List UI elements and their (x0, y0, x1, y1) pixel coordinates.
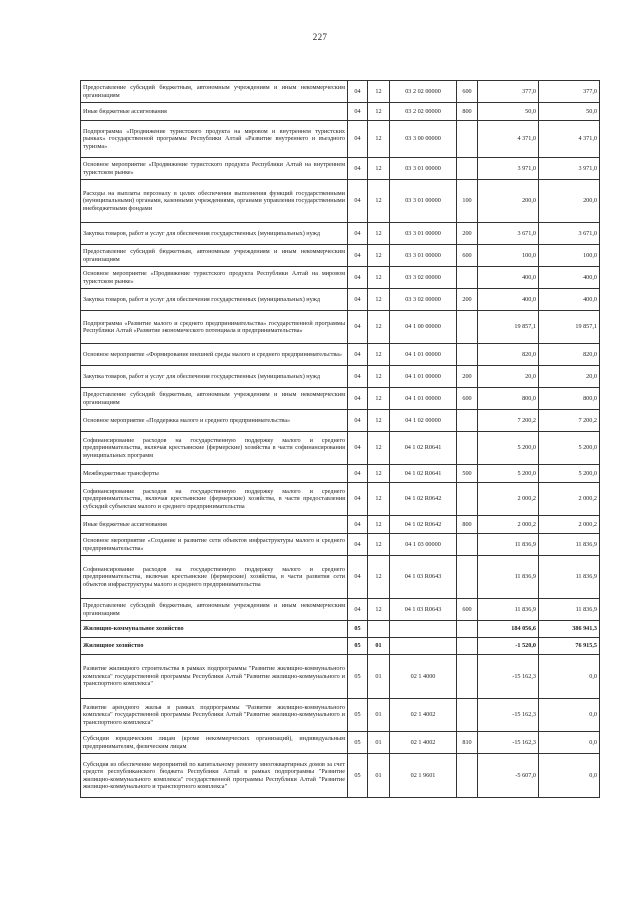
table-row (81, 223, 600, 245)
cell-target-article: 04 1 02 R0642 (390, 483, 457, 516)
cell-section: 04 (348, 103, 368, 121)
cell-expense-type: 200 (457, 289, 478, 311)
cell-amount-total: 0,0 (539, 732, 600, 754)
cell-amount-total: 19 857,1 (539, 311, 600, 344)
cell-target-article (390, 638, 457, 655)
cell-amount-total: 200,0 (539, 180, 600, 223)
cell-expense-type (457, 534, 478, 556)
cell-name: Жилищное хозяйство (81, 638, 348, 655)
cell-expense-type: 200 (457, 366, 478, 388)
cell-subsection: 01 (368, 732, 390, 754)
cell-section: 04 (348, 223, 368, 245)
cell-name: Закупка товаров, работ и услуг для обеспечения государственных (муниципальных) нужд (81, 289, 348, 311)
cell-subsection: 01 (368, 699, 390, 732)
cell-amount-total: 0,0 (539, 655, 600, 699)
table-row (81, 366, 600, 388)
cell-amount-total: 11 836,9 (539, 534, 600, 556)
cell-amount-total: 11 836,9 (539, 599, 600, 621)
cell-subsection: 12 (368, 121, 390, 158)
table-row (81, 121, 600, 158)
cell-target-article: 03 3 01 00000 (390, 223, 457, 245)
cell-name: Предоставление субсидий бюджетным, автономным учреждениям и иным некоммерческим организациям (81, 245, 348, 267)
table-row (81, 465, 600, 483)
table-row (81, 699, 600, 732)
cell-expense-type (457, 699, 478, 732)
cell-amount-total: 0,0 (539, 754, 600, 798)
cell-expense-type (457, 754, 478, 798)
table-row (81, 180, 600, 223)
cell-subsection: 12 (368, 223, 390, 245)
cell-expense-type: 600 (457, 599, 478, 621)
cell-amount-change: 50,0 (478, 103, 539, 121)
cell-subsection: 12 (368, 432, 390, 465)
cell-target-article: 04 1 01 00000 (390, 366, 457, 388)
table-row (81, 754, 600, 798)
cell-amount-total: 4 371,0 (539, 121, 600, 158)
table-row (81, 516, 600, 534)
cell-expense-type: 500 (457, 465, 478, 483)
cell-subsection: 12 (368, 465, 390, 483)
cell-section: 05 (348, 754, 368, 798)
table-row (81, 621, 600, 638)
cell-section: 04 (348, 534, 368, 556)
cell-expense-type (457, 483, 478, 516)
cell-amount-change: 2 000,2 (478, 483, 539, 516)
cell-amount-change: -1 520,0 (478, 638, 539, 655)
cell-amount-total: 50,0 (539, 103, 600, 121)
cell-target-article: 04 1 03 00000 (390, 534, 457, 556)
table-body (81, 81, 600, 798)
cell-expense-type (457, 121, 478, 158)
cell-expense-type (457, 556, 478, 599)
cell-target-article: 04 1 00 00000 (390, 311, 457, 344)
cell-amount-total: 2 000,2 (539, 483, 600, 516)
cell-amount-total: 11 836,9 (539, 556, 600, 599)
cell-name: Софинансирование расходов на государственную поддержку малого и среднего предпринимательства, включая крестьянские (фермерские) хозяйства, в части развития сети объектов инфраструктуры малого и среднего предпринимательства (81, 556, 348, 599)
cell-section: 04 (348, 483, 368, 516)
cell-section: 04 (348, 311, 368, 344)
table-row (81, 245, 600, 267)
cell-name: Основное мероприятие «Формирование внешней среды малого и среднего предпринимательства» (81, 344, 348, 366)
cell-amount-change: 400,0 (478, 289, 539, 311)
cell-target-article: 03 3 01 00000 (390, 180, 457, 223)
cell-target-article: 04 1 01 00000 (390, 344, 457, 366)
cell-amount-total: 20,0 (539, 366, 600, 388)
cell-expense-type: 800 (457, 103, 478, 121)
cell-subsection: 12 (368, 599, 390, 621)
cell-name: Основное мероприятие «Создание и развитие сети объектов инфраструктуры малого и среднего предпринимательства» (81, 534, 348, 556)
cell-name: Основное мероприятие «Поддержка малого и среднего предпринимательства» (81, 410, 348, 432)
cell-amount-total: 7 200,2 (539, 410, 600, 432)
cell-name: Основное мероприятие «Продвижение туристского продукта Республики Алтай на внутреннем туристском рынке» (81, 158, 348, 180)
cell-expense-type (457, 267, 478, 289)
cell-target-article: 04 1 03 R0643 (390, 556, 457, 599)
table-row (81, 534, 600, 556)
cell-name: Развитие арендного жилья в рамках подпрограммы "Развитие жилищно-коммунального комплекса" государственной программы Республики Алтай "Развитие жилищно-коммунального и транспортного комплекса" (81, 699, 348, 732)
cell-target-article: 02 1 9601 (390, 754, 457, 798)
table-row (81, 599, 600, 621)
cell-expense-type (457, 638, 478, 655)
cell-amount-total: 2 000,2 (539, 516, 600, 534)
cell-name: Софинансирование расходов на государственную поддержку малого и среднего предпринимательства, включая крестьянские (фермерские) хозяйства в части софинансирования муниципальных программ (81, 432, 348, 465)
cell-name: Закупка товаров, работ и услуг для обеспечения государственных (муниципальных) нужд (81, 366, 348, 388)
cell-target-article: 03 3 00 00000 (390, 121, 457, 158)
cell-amount-total: 386 941,3 (539, 621, 600, 638)
cell-section: 04 (348, 516, 368, 534)
table-row (81, 655, 600, 699)
cell-amount-change: 11 836,9 (478, 534, 539, 556)
cell-amount-total: 3 671,0 (539, 223, 600, 245)
cell-amount-change: 5 200,0 (478, 465, 539, 483)
cell-section: 05 (348, 655, 368, 699)
table-row (81, 344, 600, 366)
cell-name: Закупка товаров, работ и услуг для обеспечения государственных (муниципальных) нужд (81, 223, 348, 245)
cell-amount-total: 377,0 (539, 81, 600, 103)
cell-section: 04 (348, 432, 368, 465)
cell-expense-type (457, 158, 478, 180)
table-row (81, 81, 600, 103)
cell-target-article: 02 1 4002 (390, 699, 457, 732)
table-row (81, 158, 600, 180)
cell-amount-change: 200,0 (478, 180, 539, 223)
cell-target-article: 03 3 02 00000 (390, 289, 457, 311)
cell-target-article: 04 1 02 R0641 (390, 432, 457, 465)
cell-amount-change: 2 000,2 (478, 516, 539, 534)
cell-amount-change: 184 056,6 (478, 621, 539, 638)
cell-amount-total: 5 200,0 (539, 465, 600, 483)
cell-name: Субсидия из обеспечение мероприятий по капитальному ремонту многоквартирных домов за счет средств республиканского бюджета Республики Алтай в рамках подпрограммы "Развитие жилищно-коммунального комплекса" государственной программы Республики Алтай "Развитие жилищно-коммунального и транспортного комплекса" (81, 754, 348, 798)
cell-section: 05 (348, 732, 368, 754)
cell-target-article: 04 1 01 00000 (390, 388, 457, 410)
cell-name: Межбюджетные трансферты (81, 465, 348, 483)
cell-name: Жилищно-коммунальное хозяйство (81, 621, 348, 638)
cell-amount-change: 3 671,0 (478, 223, 539, 245)
cell-amount-change: 5 200,0 (478, 432, 539, 465)
cell-subsection: 12 (368, 556, 390, 599)
cell-section: 04 (348, 388, 368, 410)
cell-section: 04 (348, 180, 368, 223)
cell-amount-change: 400,0 (478, 267, 539, 289)
cell-section: 04 (348, 289, 368, 311)
cell-target-article: 03 3 01 00000 (390, 245, 457, 267)
cell-subsection: 12 (368, 516, 390, 534)
cell-expense-type: 600 (457, 388, 478, 410)
table-row (81, 388, 600, 410)
cell-section: 04 (348, 344, 368, 366)
cell-name: Основное мероприятие «Продвижение туристского продукта Республики Алтай на мировом туристском рынке» (81, 267, 348, 289)
cell-subsection: 12 (368, 267, 390, 289)
cell-subsection: 12 (368, 81, 390, 103)
cell-amount-change: -15 162,3 (478, 732, 539, 754)
cell-target-article: 04 1 02 R0642 (390, 516, 457, 534)
cell-expense-type: 810 (457, 732, 478, 754)
table-row (81, 732, 600, 754)
cell-subsection: 12 (368, 366, 390, 388)
cell-amount-total: 400,0 (539, 267, 600, 289)
cell-name: Софинансирование расходов на государственную поддержку малого и среднего предпринимательства, включая крестьянские (фермерские) хозяйства, в части предоставления субсидий субъектам малого и среднего предпринимательства (81, 483, 348, 516)
cell-section: 04 (348, 366, 368, 388)
cell-amount-total: 800,0 (539, 388, 600, 410)
cell-section: 04 (348, 81, 368, 103)
cell-amount-total: 400,0 (539, 289, 600, 311)
cell-amount-change: 7 200,2 (478, 410, 539, 432)
cell-name: Субсидии юридическим лицам (кроме некоммерческих организаций), индивидуальным предпринимателям, физическим лицам (81, 732, 348, 754)
cell-subsection (368, 621, 390, 638)
cell-amount-change: 800,0 (478, 388, 539, 410)
cell-amount-total: 0,0 (539, 699, 600, 732)
cell-name: Предоставление субсидий бюджетным, автономным учреждениям и иным некоммерческим организациям (81, 81, 348, 103)
cell-subsection: 12 (368, 245, 390, 267)
cell-section: 04 (348, 599, 368, 621)
cell-target-article: 04 1 03 R0643 (390, 599, 457, 621)
cell-name: Иные бюджетные ассигнования (81, 103, 348, 121)
table-row (81, 556, 600, 599)
cell-expense-type: 600 (457, 81, 478, 103)
cell-amount-total: 5 200,0 (539, 432, 600, 465)
cell-subsection: 12 (368, 311, 390, 344)
cell-amount-change: 19 857,1 (478, 311, 539, 344)
cell-amount-change: 20,0 (478, 366, 539, 388)
cell-target-article: 03 2 02 00000 (390, 103, 457, 121)
cell-name: Развитие жилищного строительства в рамках подпрограммы "Развитие жилищно-коммунального комплекса" государственной программы Республики Алтай "Развитие жилищно-коммунального и транспортного комплекса" (81, 655, 348, 699)
table-row (81, 638, 600, 655)
cell-section: 04 (348, 121, 368, 158)
cell-name: Иные бюджетные ассигнования (81, 516, 348, 534)
cell-subsection: 12 (368, 180, 390, 223)
table-row (81, 432, 600, 465)
cell-target-article: 02 1 4002 (390, 732, 457, 754)
cell-amount-change: -15 162,3 (478, 699, 539, 732)
cell-name: Предоставление субсидий бюджетным, автономным учреждениям и иным некоммерческим организациям (81, 599, 348, 621)
cell-amount-change: 100,0 (478, 245, 539, 267)
cell-amount-total: 76 915,5 (539, 638, 600, 655)
cell-subsection: 01 (368, 638, 390, 655)
cell-subsection: 12 (368, 158, 390, 180)
cell-target-article: 03 2 02 00000 (390, 81, 457, 103)
cell-subsection: 12 (368, 410, 390, 432)
cell-amount-change: 11 836,9 (478, 556, 539, 599)
cell-target-article: 04 1 02 00000 (390, 410, 457, 432)
cell-amount-change: 3 971,0 (478, 158, 539, 180)
cell-subsection: 01 (368, 655, 390, 699)
cell-amount-total: 820,0 (539, 344, 600, 366)
cell-expense-type (457, 621, 478, 638)
table-row (81, 103, 600, 121)
cell-section: 05 (348, 621, 368, 638)
cell-subsection: 12 (368, 483, 390, 516)
cell-subsection: 12 (368, 103, 390, 121)
cell-subsection: 12 (368, 388, 390, 410)
cell-subsection: 12 (368, 289, 390, 311)
page-number: 227 (312, 32, 328, 42)
cell-subsection: 01 (368, 754, 390, 798)
cell-section: 04 (348, 245, 368, 267)
cell-target-article: 04 1 02 R0641 (390, 465, 457, 483)
cell-amount-change: 4 371,0 (478, 121, 539, 158)
cell-expense-type (457, 344, 478, 366)
table-row (81, 311, 600, 344)
cell-target-article: 02 1 4000 (390, 655, 457, 699)
cell-section: 04 (348, 158, 368, 180)
cell-expense-type: 100 (457, 180, 478, 223)
cell-section: 04 (348, 410, 368, 432)
cell-expense-type: 200 (457, 223, 478, 245)
cell-amount-total: 100,0 (539, 245, 600, 267)
table-row (81, 483, 600, 516)
cell-expense-type (457, 655, 478, 699)
cell-amount-total: 3 971,0 (539, 158, 600, 180)
cell-amount-change: 820,0 (478, 344, 539, 366)
cell-subsection: 12 (368, 344, 390, 366)
cell-amount-change: 377,0 (478, 81, 539, 103)
cell-target-article: 03 3 02 00000 (390, 267, 457, 289)
cell-expense-type (457, 311, 478, 344)
cell-section: 05 (348, 699, 368, 732)
cell-expense-type: 600 (457, 245, 478, 267)
cell-name: Предоставление субсидий бюджетным, автономным учреждениям и иным некоммерческим организациям (81, 388, 348, 410)
cell-amount-change: -15 162,3 (478, 655, 539, 699)
cell-amount-change: 11 836,9 (478, 599, 539, 621)
table-row (81, 267, 600, 289)
cell-amount-change: -5 607,0 (478, 754, 539, 798)
table-row (81, 289, 600, 311)
cell-name: Расходы на выплаты персоналу в целях обеспечения выполнения функций государственными (муниципальными) органами, казенными учреждениями, органами управления государственными внебюджетными фондами (81, 180, 348, 223)
cell-section: 05 (348, 638, 368, 655)
cell-expense-type: 800 (457, 516, 478, 534)
cell-target-article (390, 621, 457, 638)
cell-section: 04 (348, 465, 368, 483)
cell-subsection: 12 (368, 534, 390, 556)
table-row (81, 410, 600, 432)
cell-section: 04 (348, 556, 368, 599)
cell-section: 04 (348, 267, 368, 289)
cell-expense-type (457, 432, 478, 465)
cell-expense-type (457, 410, 478, 432)
cell-target-article: 03 3 01 00000 (390, 158, 457, 180)
cell-name: Подпрограмма «Продвижение туристского продукта на мировом и внутреннем туристских рынках» государственной программы Республики Алтай «Развитие внутреннего и въездного туризма» (81, 121, 348, 158)
cell-name: Подпрограмма «Развитие малого и среднего предпринимательства» государственной программы Республики Алтай «Развитие экономического потенциала и предпринимательства» (81, 311, 348, 344)
budget-table (80, 80, 600, 798)
